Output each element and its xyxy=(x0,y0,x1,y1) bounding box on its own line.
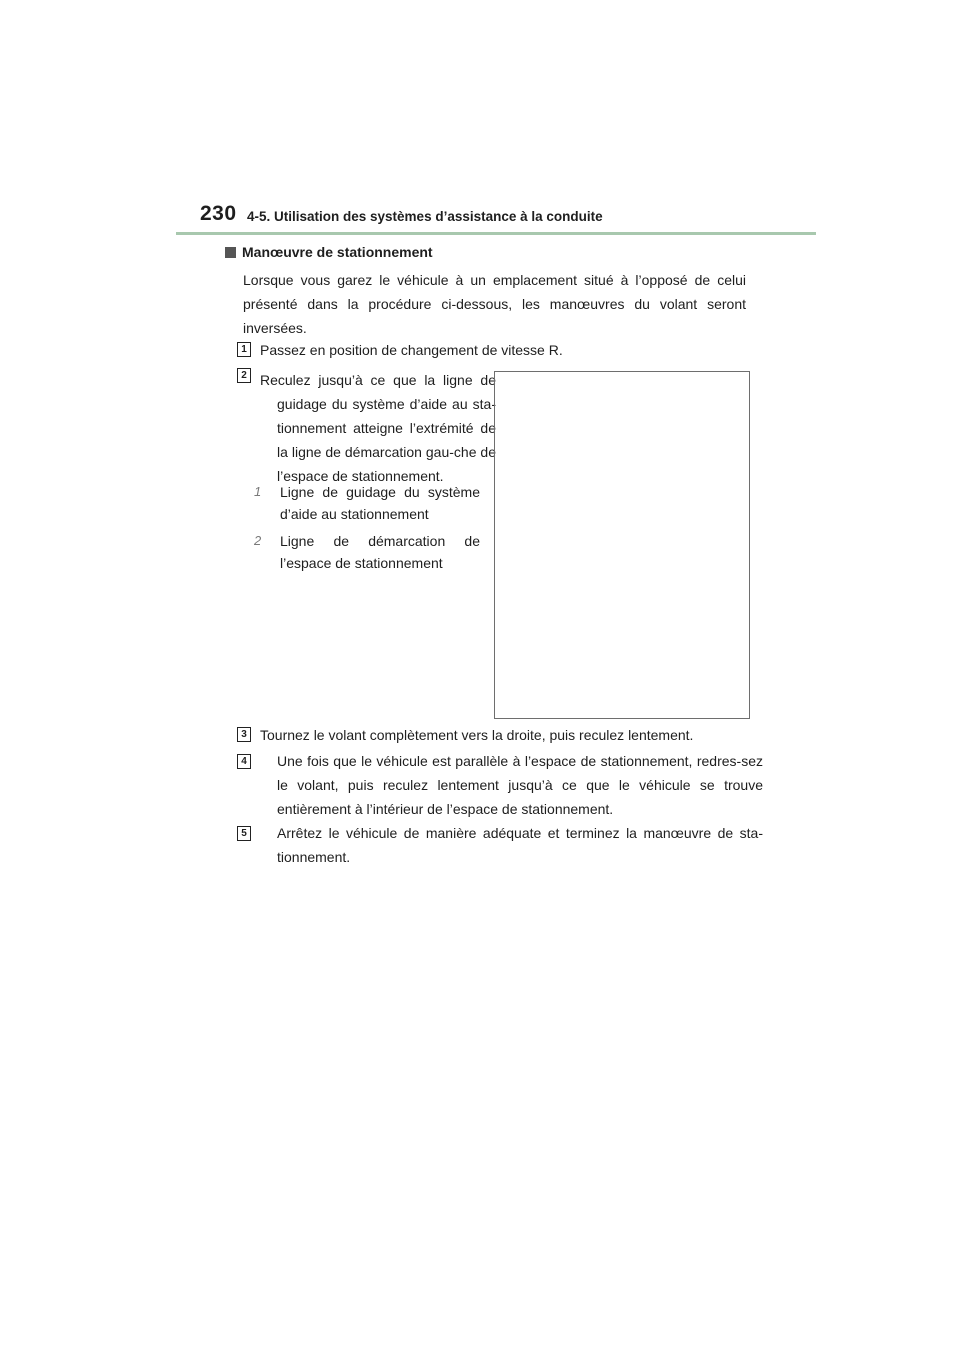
step-text-2: Reculez jusqu’à ce que la ligne de guidage du système d’aide au sta-tionnement atteigne l’extrémité de la ligne de démarcation gau-che de l’espace de stationnement. xyxy=(260,372,496,484)
step-number-3: 3 xyxy=(237,727,251,742)
step-number-4: 4 xyxy=(237,754,251,769)
step-text-3: Tournez le volant complètement vers la droite, puis reculez lentement. xyxy=(260,727,694,743)
step-number-2: 2 xyxy=(237,368,251,383)
legend-number-1: 1 xyxy=(254,484,262,499)
page-number: 230 xyxy=(200,202,237,225)
header-divider xyxy=(176,232,816,235)
step-number-1: 1 xyxy=(237,342,251,357)
square-bullet-icon xyxy=(225,247,236,258)
step-number-5: 5 xyxy=(237,826,251,841)
legend-text-2: Ligne de démarcation de l’espace de stationnement xyxy=(280,533,480,571)
subsection-heading xyxy=(225,244,433,260)
legend-number-2: 2 xyxy=(254,533,262,548)
illustration-frame xyxy=(494,371,750,719)
step-text-5: Arrêtez le véhicule de manière adéquate et terminez la manœuvre de sta-tionnement. xyxy=(277,825,763,865)
step-text-1: Passez en position de changement de vitesse R. xyxy=(260,342,563,358)
step-text-4: Une fois que le véhicule est parallèle à l’espace de stationnement, redres-sez le volant, puis reculez lentement jusqu’à ce que le véhicule se trouve entièrement à l’intérieur de l’espace de stationnement. xyxy=(277,753,763,817)
subsection-heading-text: Manœuvre de stationnement xyxy=(242,244,433,260)
legend-text-1: Ligne de guidage du système d’aide au stationnement xyxy=(280,484,480,522)
section-title: 4-5. Utilisation des systèmes d’assistance à la conduite xyxy=(247,209,603,224)
intro-paragraph: Lorsque vous garez le véhicule à un emplacement situé à l’opposé de celui présenté dans la procédure ci-dessous, les manœuvres du volant seront inversées. xyxy=(243,272,746,336)
